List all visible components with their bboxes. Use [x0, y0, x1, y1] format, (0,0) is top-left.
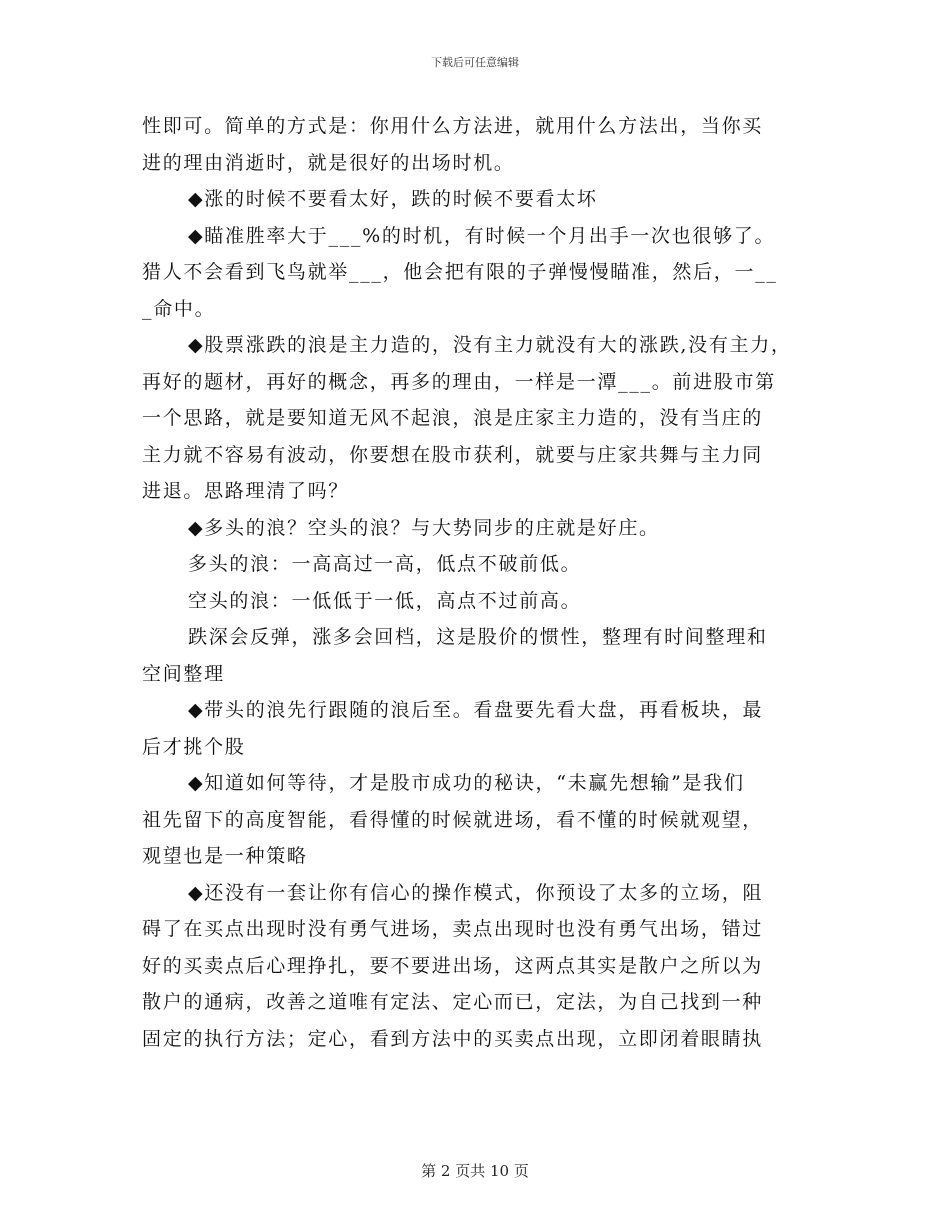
- text-line: 固定的执行方法；定心，看到方法中的买卖点出现，立即闭着眼睛执: [142, 1027, 764, 1050]
- text-line: 多头的浪：一高高过一高，低点不破前低。: [188, 553, 582, 575]
- text-line: ◆瞄准胜率大于___%的时机，有时候一个月出手一次也很够了。: [188, 224, 776, 247]
- text-line: 散户的通病，改善之道唯有定法、定心而已，定法，为自己找到一种: [142, 991, 764, 1013]
- text-line: 后才挑个股: [142, 735, 246, 758]
- text-line: 再好的题材，再好的概念，再多的理由，一样是一潭___。前进股市第: [142, 370, 776, 393]
- text-line: 一个思路，就是要知道无风不起浪，浪是庄家主力造的，没有当庄的: [142, 407, 764, 429]
- text-line: 好的买卖点后心理挣扎，要不要进出场，这两点其实是散户之所以为: [142, 954, 764, 977]
- page-header: 下载后可任意编辑: [431, 56, 519, 69]
- text-line: ◆知道如何等待，才是股市成功的秘诀，“未赢先想输”是我们: [188, 772, 745, 794]
- page-footer: 第 2 页共 10 页: [421, 1162, 529, 1180]
- text-line: 性即可。简单的方式是：你用什么方法进，就用什么方法出，当你买: [142, 115, 764, 137]
- text-line: ◆多头的浪？空头的浪？与大势同步的庄就是好庄。: [188, 516, 660, 539]
- document-body: [142, 108, 832, 1057]
- text-line: 主力就不容易有波动，你要想在股市获利，就要与庄家共舞与主力同: [142, 443, 764, 466]
- text-line: 观望也是一种策略: [142, 845, 308, 867]
- text-line: _命中。: [142, 297, 216, 320]
- text-line: ◆股票涨跌的浪是主力造的，没有主力就没有大的涨跌,没有主力，: [188, 334, 792, 356]
- text-line: 空头的浪：一低低于一低，高点不过前高。: [188, 589, 582, 612]
- text-line: 进退。思路理清了吗？: [142, 480, 350, 502]
- text-line: 进的理由消逝时，就是很好的出场时机。: [142, 151, 515, 174]
- text-line: ◆还没有一套让你有信心的操作模式，你预设了太多的立场，阻: [188, 881, 764, 904]
- text-line: 祖先留下的高度智能，看得懂的时候就进场，看不懂的时候就观望，: [142, 808, 764, 831]
- text-line: ◆带头的浪先行跟随的浪后至。看盘要先看大盘，再看板块，最: [188, 699, 764, 721]
- text-line: 空间整理: [142, 662, 225, 685]
- text-line: 跌深会反弹，涨多会回档，这是股价的惯性，整理有时间整理和: [188, 626, 768, 648]
- text-line: 猎人不会看到飞鸟就举___，他会把有限的子弹慢慢瞄准，然后，一__: [142, 261, 778, 283]
- text-line: 碍了在买点出现时没有勇气进场，卖点出现时也没有勇气出场，错过: [142, 918, 764, 940]
- text-line: ◆涨的时候不要看太好，跌的时候不要看太坏: [188, 188, 598, 210]
